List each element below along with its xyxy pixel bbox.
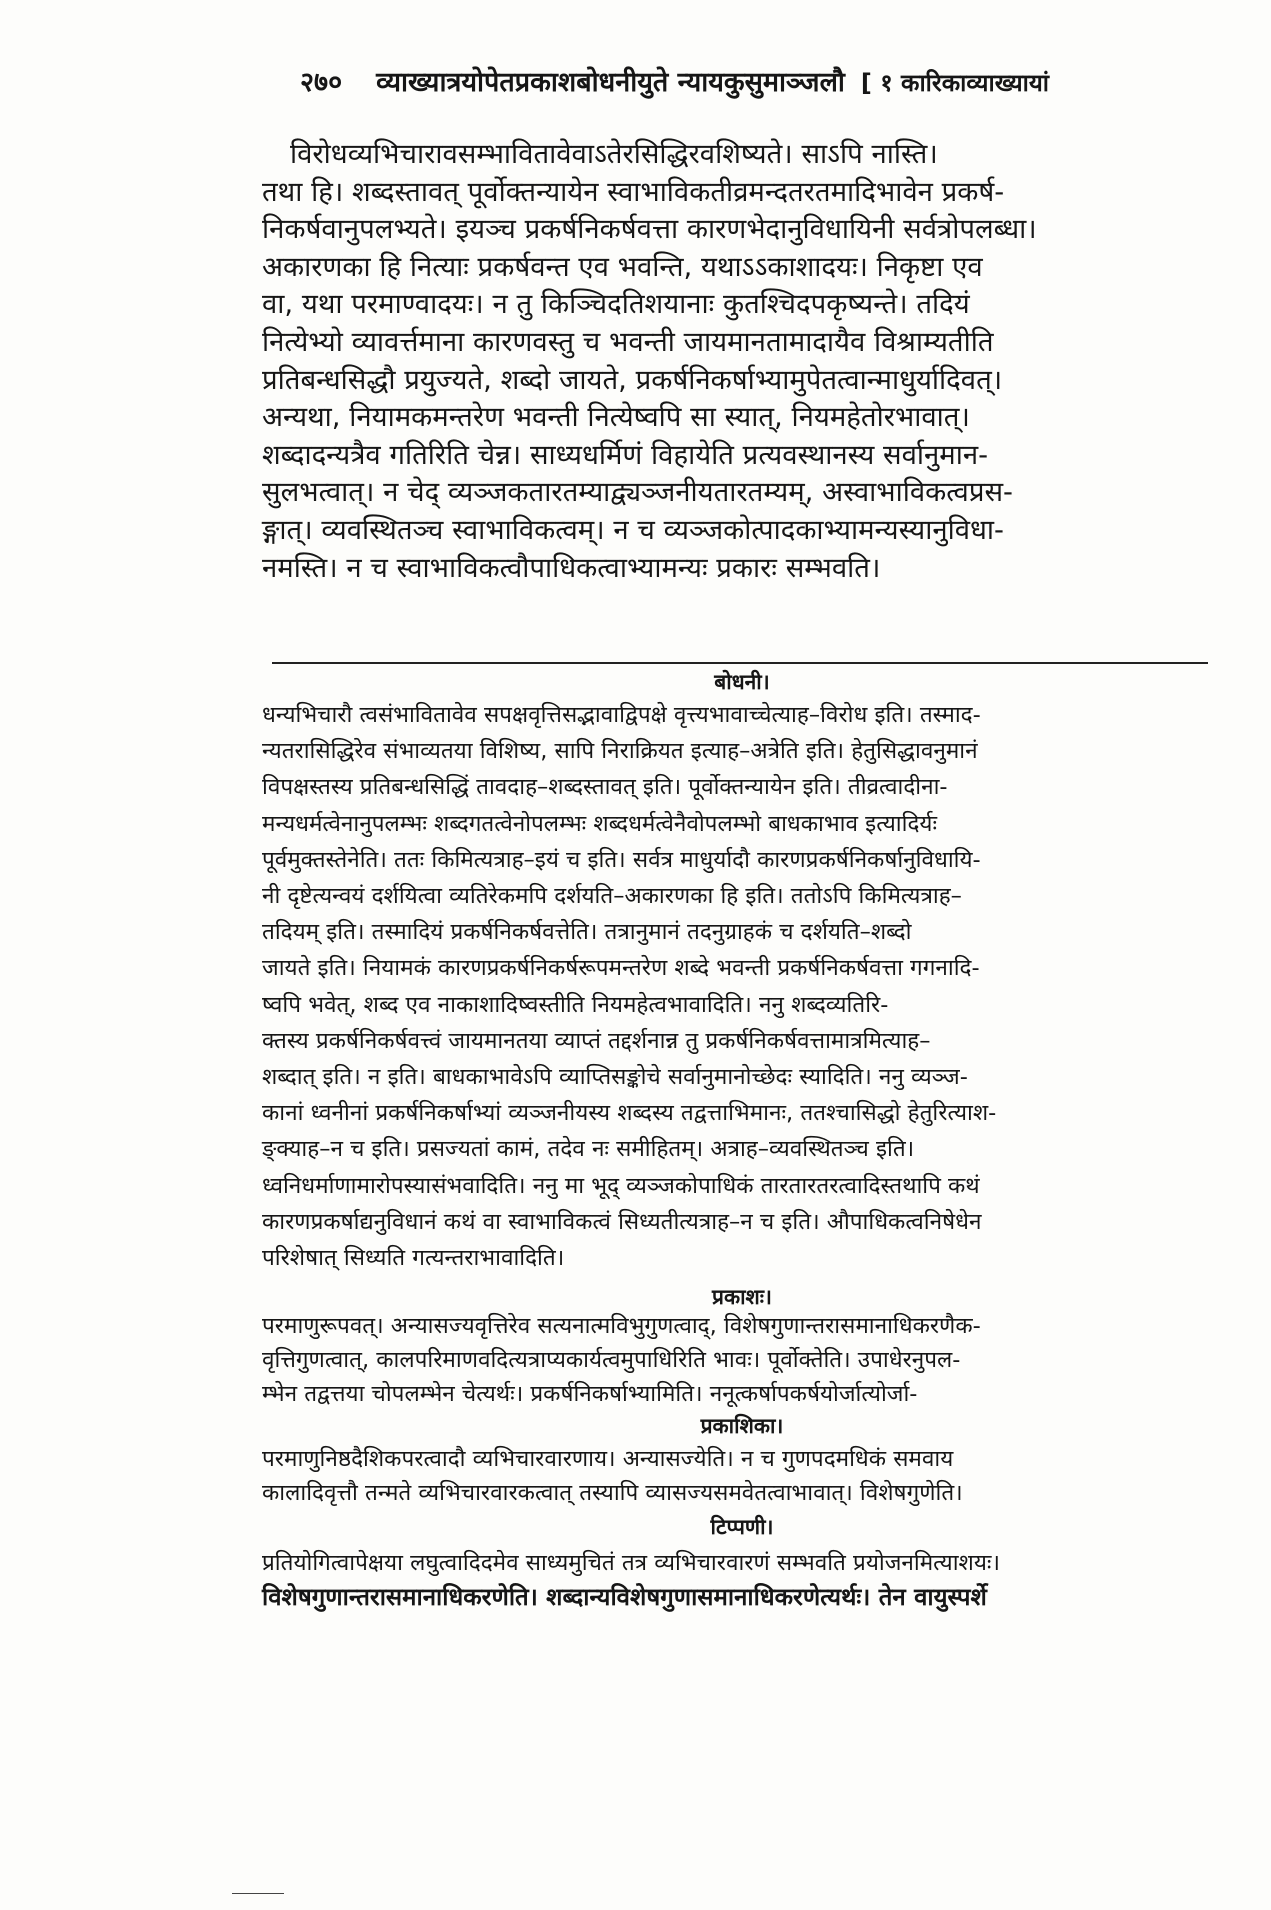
page-number: २७० xyxy=(300,67,343,98)
prakashika-commentary xyxy=(262,1442,1222,1510)
prakasha-heading: प्रकाशः। xyxy=(712,1285,772,1309)
prakasha-line: परमाणुरूपवत्। अन्यासज्यवृत्तिरेव सत्यनात्मविभुगुणत्वाद्, विशेषगुणान्तरासमानाधिकरणैक- xyxy=(262,1313,981,1339)
bodhani-line: जायते इति। नियामकं कारणप्रकर्षनिकर्षरूपमन्तरेण शब्दे भवन्ती प्रकर्षनिकर्षवत्ता गगनादि- xyxy=(262,955,980,982)
main-line: विरोधव्यभिचारावसम्भावितावेवाऽतेरसिद्धिरवशिष्यते। साऽपि नास्ति। xyxy=(290,138,938,170)
bodhani-line: शब्दात् इति। न इति। बाधकाभावेऽपि व्याप्तिसङ्कोचे सर्वानुमानोच्छेदः स्यादिति। ननु व्यञ्ज- xyxy=(262,1064,968,1091)
tippani-line: विशेषगुणान्तरासमानाधिकरणेति। शब्दान्यविशेषगुणासमानाधिकरणेत्यर्थः। तेन वायुस्पर्शे xyxy=(262,1583,987,1611)
section-label: [ १ कारिकाव्याख्यायां xyxy=(860,69,1050,97)
tippani-line: प्रतियोगित्वापेक्षया लघुत्वादिदमेव साध्यमुचितं तत्र व्यभिचारवारणं सम्भवति प्रयोजनमित्याशयः। xyxy=(262,1550,1000,1576)
main-line: नित्येभ्यो व्यावर्त्तमाना कारणवस्तु च भवन्ती जायमानतामादायैव विश्राम्यतीति xyxy=(262,325,994,358)
prakashika-line: परमाणुनिष्ठदैशिकपरत्वादौ व्यभिचारवारणाय। अन्यासज्येति। न च गुणपदमधिकं समवाय xyxy=(262,1446,954,1472)
bodhani-line: न्यतरासिद्धिरेव संभाव्यतया विशिष्य, सापि निराक्रियत इत्याह–अत्रेति इति। हेतुसिद्धावनुमानं xyxy=(262,738,978,765)
main-line: वा, यथा परमाण्वादयः। न तु किञ्चिदतिशयानाः कुतश्चिदपकृष्यन्ते। तदियं xyxy=(262,288,970,321)
prakasha-commentary xyxy=(262,1309,1222,1411)
prakasha-line: वृत्तिगुणत्वात्, कालपरिमाणवदित्यत्राप्यकार्यत्वमुपाधिरिति भावः। पूर्वोक्तेति। उपाधेरनुपल- xyxy=(262,1347,961,1373)
main-line: निकर्षवानुपलभ्यते। इयञ्च प्रकर्षनिकर्षवत्ता कारणभेदानुविधायिनी सर्वत्रोपलब्धा। xyxy=(262,213,1037,246)
main-text xyxy=(262,136,1222,587)
main-line: शब्दादन्यत्रैव गतिरिति चेन्न। साध्यधर्मिणं विहायेति प्रत्यवस्थानस्य सर्वानुमान- xyxy=(262,438,989,471)
main-line: अकारणका हि नित्याः प्रकर्षवन्त एव भवन्ति, यथाऽऽकाशादयः। निकृष्टा एव xyxy=(262,250,983,283)
main-line: नमस्ति। न च स्वाभाविकत्वौपाधिकत्वाभ्यामन्यः प्रकारः सम्भवति। xyxy=(262,551,881,584)
main-line: तथा हि। शब्दस्तावत् पूर्वोक्तन्यायेन स्वाभाविकतीव्रमन्दतरतमादिभावेन प्रकर्ष- xyxy=(262,175,1005,208)
bodhani-heading: बोधनी। xyxy=(714,670,770,694)
bodhani-line: नी दृष्टेत्यन्वयं दर्शयित्वा व्यतिरेकमपि दर्शयति–अकारणका हि इति। ततोऽपि किमित्यत्राह– xyxy=(262,883,962,910)
main-line: प्रतिबन्धसिद्धौ प्रयुज्यते, शब्दो जायते, प्रकर्षनिकर्षाभ्यामुपेतत्वान्माधुर्यादिवत्। xyxy=(262,363,1003,396)
bodhani-line: कानां ध्वनीनां प्रकर्षनिकर्षाभ्यां व्यञ्जनीयस्य शब्दस्य तद्वत्ताभिमानः, ततश्चासिद्धो हेतुरित्याश- xyxy=(262,1100,997,1127)
tippani-commentary xyxy=(262,1546,1222,1614)
bodhani-line: ष्वपि भवेत्, शब्द एव नाकाशादिष्वस्तीति नियमहेत्वभावादिति। ननु शब्दव्यतिरि- xyxy=(262,991,889,1018)
bodhani-line: तदियम् इति। तस्मादियं प्रकर्षनिकर्षवत्तेति। तत्रानुमानं तदनुग्राहकं च दर्शयति–शब्दो xyxy=(262,919,912,946)
bodhani-line: विपक्षस्तस्य प्रतिबन्धसिद्धिं तावदाह–शब्दस्तावत् इति। पूर्वोक्तन्यायेन इति। तीव्रत्वादीना- xyxy=(262,774,948,801)
running-header xyxy=(300,62,1240,112)
prakasha-line: म्भेन तद्वत्तया चोपलम्भेन चेत्यर्थः। प्रकर्षनिकर्षाभ्यामिति। ननूत्कर्षापकर्षयोर्जात्योर्जा- xyxy=(262,1381,918,1407)
margin-mark xyxy=(232,1893,284,1894)
prakashika-line: कालादिवृत्तौ तन्मते व्यभिचारवारकत्वात् तस्यापि व्यासज्यसमवेतत्वाभावात्। विशेषगुणेति। xyxy=(262,1480,963,1506)
bodhani-line: परिशेषात् सिध्यति गत्यन्तराभावादिति। xyxy=(262,1245,565,1272)
main-line: ङ्गात्। व्यवस्थितञ्च स्वाभाविकत्वम्। न च व्यञ्जकोत्पादकाभ्यामन्यस्यानुविधा- xyxy=(262,513,1004,546)
divider-rule xyxy=(272,662,1208,664)
bodhani-line: क्तस्य प्रकर्षनिकर्षवत्त्वं जायमानतया व्याप्तं तद्दर्शनान्न तु प्रकर्षनिकर्षवत्तामात्रमित्याह– xyxy=(262,1027,931,1054)
prakashika-heading: प्रकाशिका। xyxy=(700,1414,784,1438)
main-line: सुलभत्वात्। न चेद् व्यञ्जकतारतम्याद्व्यञ्जनीयतारतम्यम्, अस्वाभाविकत्वप्रस- xyxy=(262,476,1013,509)
main-line: अन्यथा, नियामकमन्तरेण भवन्ती नित्येष्वपि सा स्यात्, नियमहेतोरभावात्। xyxy=(262,401,970,434)
bodhani-line: ध्वनिधर्माणामारोपस्यासंभवादिति। ननु मा भूद् व्यञ्जकोपाधिकं तारतारतरत्वादिस्तथापि कथं xyxy=(262,1172,980,1199)
bodhani-line: पूर्वमुक्तस्तेनेति। ततः किमित्यत्राह–इयं च इति। सर्वत्र माधुर्यादौ कारणप्रकर्षनिकर्षानुविधायि- xyxy=(262,846,981,873)
tippani-heading: टिप्पणी। xyxy=(710,1515,774,1539)
bodhani-line: धन्यभिचारौ त्वसंभावितावेव सपक्षवृत्तिसद्भावाद्विपक्षे वृत्त्यभावाच्चेत्याह–विरोध इति। तस्माद- xyxy=(262,702,981,728)
bodhani-line: ङ्क्याह–न च इति। प्रसज्यतां कामं, तदेव नः समीहितम्। अत्राह–व्यवस्थितञ्च इति। xyxy=(262,1136,915,1163)
bodhani-line: मन्यधर्मत्वेनानुपलम्भः शब्दगतत्वेनोपलम्भः शब्दधर्मत्वेनैवोपलम्भो बाधकाभाव इत्यादिर्यः xyxy=(262,810,937,837)
book-title: व्याख्यात्रयोपेतप्रकाशबोधनीयुते न्यायकुसुमाञ्जलौ xyxy=(376,67,845,98)
bodhani-line: कारणप्रकर्षाद्यनुविधानं कथं वा स्वाभाविकत्वं सिध्यतीत्यत्राह–न च इति। औपाधिकत्वनिषेधेन xyxy=(262,1208,982,1235)
bodhani-commentary xyxy=(262,697,1222,1276)
